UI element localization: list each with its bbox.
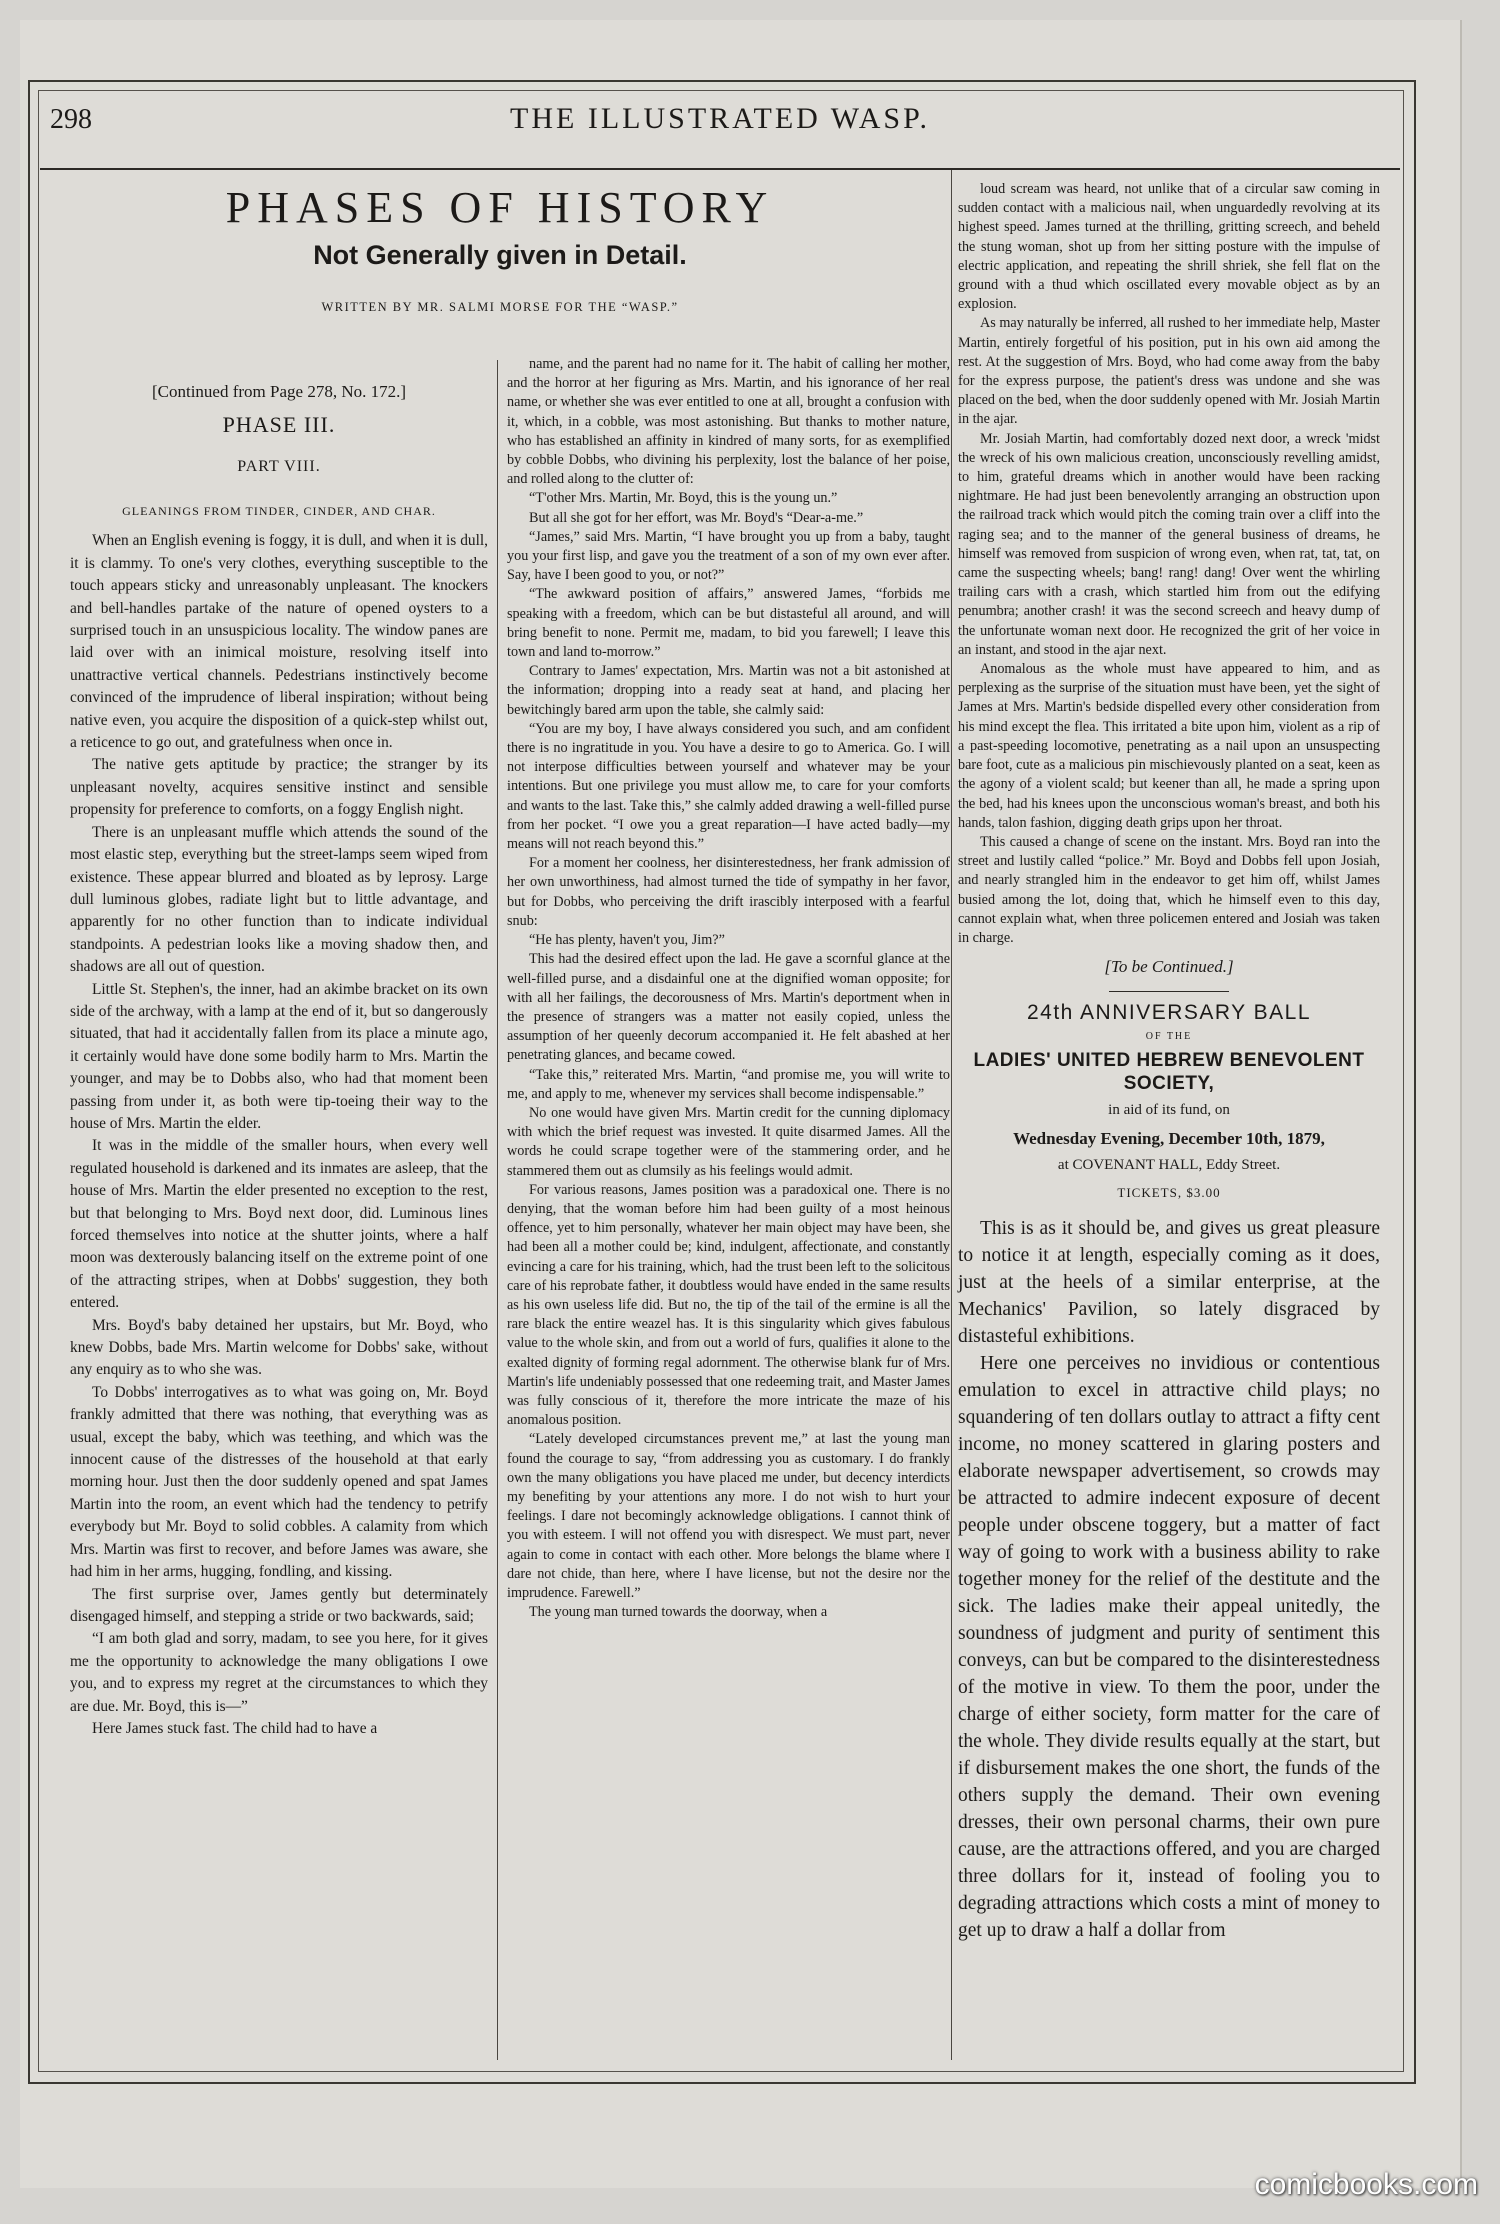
paragraph: name, and the parent had no name for it. The habit of calling her mother, and the horror at her figuring as Mrs. Martin, and his ignorance of her real name, or whether she was ever entitled to one at all, brought a confusion with it, which, in a cobble, was most astonishing. But thanks to mother nature, who has established an affinity in kindred of many sorts, for as exemplified by cobble Dobbs, who divining his perplexity, lost the balance of her poise, and rolled along to the clutter of: bbox=[507, 356, 950, 488]
paper-title: THE ILLUSTRATED WASP. bbox=[510, 102, 930, 135]
paragraph: It was in the middle of the smaller hours, when every well regulated household is darkened and its inmates are asleep, that the house of Mrs. Martin the elder presented no exception to the rest, but that belonging to Mrs. Boyd next door, did. Luminous lines forced themselves into notice at the shutter joints, where a half moon was dexterously balancing itself on the extreme point of one of the attracting stripes, when at Dobbs' suggestion, they both entered. bbox=[70, 1137, 488, 1312]
article-title: PHASES OF HISTORY bbox=[225, 183, 775, 232]
paragraph: This had the desired effect upon the lad. He gave a scornful glance at the well-filled purse, and a disdainful one at the dignified woman opposite; for with all her failings, the decorousness of Mrs. Martin's deportment when in the presence of strangers was a matter not easily copied, unless the assumption of her queenly decorum accompanied it. He felt abashed at her penetrating glances, and became cowed. bbox=[507, 951, 950, 1064]
part-heading: PART VIII. bbox=[237, 458, 321, 475]
paragraph: The first surprise over, James gently but determinately disengaged himself, and stepping a stride or two backwards, said; bbox=[70, 1585, 488, 1625]
paragraph: There is an unpleasant muffle which attends the sound of the most elastic step, everything but the street-lamps seem wiped from existence. These appear blurred and bloated as by leprosy. Large dull luminous globes, radiate light but to little advantage, and apparently for no other function than to indicate individual standpoints. A pedestrian looks like a moving shadow then, and shadows are all out of question. bbox=[70, 823, 488, 976]
paragraph: Mr. Josiah Martin, had comfortably dozed next door, a wreck 'midst the wreck of his own malicious creation, unconsciously revelling amidst, to him, grateful dreams which in another would have been racking nightmare. He had just been benevolently arranging an obstruction upon the railroad track which would pitch the coming train over a cliff into the raging sea; and to the manner of the general business of dreams, he himself was removed from suspicion of wrong even, when rat, tat, tat, on came the suspecting wheels; bang! rang! dang! Over went the whirling trailing cars with a crash, which startled him from out the edifying penumbra; another crash! it was the second screech and heavy dump of the unfortunate woman next door. He recognized the grit of her voice in an instant, and stood in the ajar next. bbox=[958, 430, 1380, 658]
paragraph: No one would have given Mrs. Martin credit for the cunning diplomacy with which the brief request was invested. It quite disarmed James. All the words he could scrape together were of the stammering order, and he stammered them out as clumsily as his feelings would admit. bbox=[507, 1104, 950, 1179]
paragraph: As may naturally be inferred, all rushed to her immediate help, Master Martin, entirely forgetful of his position, put in his own aid among the rest. At the suggestion of Mrs. Boyd, who had come away from the baby for the express purpose, the patient's dress was undone and she was placed on the bed, when the door suddenly opened with Mr. Josiah Martin in the ajar. bbox=[958, 315, 1380, 428]
paragraph: “Take this,” reiterated Mrs. Martin, “and promise me, you will write to me, and apply to me, whenever my services shall become indispensable.” bbox=[507, 1066, 950, 1102]
continued-note: [Continued from Page 278, No. 172.] bbox=[151, 382, 407, 401]
paragraph: The native gets aptitude by practice; the stranger by its unpleasant novelty, acquires sensitive instinct and sensible propensity for preference to comforts, on a foggy English night. bbox=[70, 756, 488, 819]
column-3 bbox=[958, 180, 1380, 1944]
page-number: 298 bbox=[50, 104, 92, 135]
paragraph: Here one perceives no invidious or contentious emulation to excel in attractive child plays; no squandering of ten dollars outlay to attract a fifty cent income, no money scattered in glaring posters and elaborate newspaper advertisement, so crowds may be attracted to admire indecent exposure of decent people under obscene toggery, but a matter of fact way of going to work with a business ability to rake together money for the relief of the destitute and the sick. The ladies make their appeal unitedly, the soundness of judgment and purity of sentiment this conveys, can but be compared to the disinterestedness of the motive in view. To them the poor, under the charge of either society, form matter for the care of the whole. They divide results equally at the start, but if disbursement makes the one short, the funds of the others supply the demand. Their own evening dresses, their own personal charms, their own pure cause, are the attractions offered, and you are charged three dollars for it, instead of fooling you to degrading attractions which costs a mint of money to get up to draw a half a dollar from bbox=[958, 1352, 1380, 1941]
paragraph: But all she got for her effort, was Mr. Boyd's “Dear-a-me.” bbox=[529, 509, 864, 526]
paragraph: Little St. Stephen's, the inner, had an akimbe bracket on its own side of the archway, with a lamp at the end of it, but so dangerously situated, that had it accidentally fallen from its place a minute ago, it certainly would have done some bodily harm to Mrs. Martin the younger, and may be to Dobbs also, who had that moment been passing from under it, as both were tip-toeing their way to the house of Mrs. Martin the elder. bbox=[70, 980, 488, 1132]
paragraph: Anomalous as the whole must have appeared to him, and as perplexing as the surprise of the situation must have been, yet the sight of James at Mrs. Martin's bedside dispelled every other consideration from his mind except the flea. This irritated a bite upon him, violent as a rip of a past-speeding locomotive, penetrating as a nail upon an unsuspecting bare foot, cute as a malicious pin mischievously planted on a seat, keen as the agony of a violent scald; but keener than all, he made a spring upon the bed, had his knees upon the unconscious woman's breast, and both his hands, talon fashion, digging death grips upon her throat. bbox=[958, 661, 1380, 831]
notice-society: LADIES' UNITED HEBREW BENEVOLENT SOCIETY, bbox=[973, 1050, 1365, 1094]
notice-venue: at COVENANT HALL, Eddy Street. bbox=[1057, 1156, 1281, 1173]
header-rule bbox=[40, 168, 1400, 170]
paragraph: “The awkward position of affairs,” answered James, “forbids me speaking with a freedom, which can be but distasteful all around, and will bring benefit to none. Permit me, madam, to bid you farewell; I leave this town and land to-morrow.” bbox=[507, 586, 950, 661]
paragraph: To Dobbs' interrogatives as to what was going on, Mr. Boyd frankly admitted that there was nothing, that everything was as usual, except the baby, which was teething, and which was the innocent cause of the distresses of the household at that early morning hour. Just then the door suddenly opened and spat James Martin into the room, an event which had the tendency to petrify everybody but Mr. Boyd to solid cobbles. A calamity from which Mrs. Martin was first to recover, and before James was aware, she had him in her arms, hugging, fondling, and kissing. bbox=[70, 1383, 488, 1581]
column-1 bbox=[70, 500, 488, 1740]
paragraph: When an English evening is foggy, it is dull, and when it is dull, it is clammy. To one's very clothes, everything susceptible to the touch appears sticky and unreasonably unpleasant. The knockers and bell-handles partake of the nature of opened oysters to a surprised touch in an unsuspicious locality. The window panes are laid over with an inimical moisture, resolving itself into unattractive vertical channels. Pedestrians instinctively become convinced of the imprudence of liberal inspiration; without being native even, you acquire the disposition of a quick-step whilst out, a reticence to go out, and gratefulness when once in. bbox=[70, 532, 488, 752]
paragraph: This is as it should be, and gives us great pleasure to notice it at length, especially coming as it does, just at the heels of a similar enterprise, at the Mechanics' Pavilion, so lately disgraced by distasteful exhibitions. bbox=[958, 1217, 1380, 1347]
paragraph: Here James stuck fast. The child had to have a bbox=[92, 1719, 378, 1737]
paragraph: “James,” said Mrs. Martin, “I have brought you up from a baby, taught you your first lisp, and gave you the treatment of a son of my own ever after. Say, have I been good to you, or not?” bbox=[507, 528, 950, 584]
to-be-continued: [To be Continued.] bbox=[1104, 957, 1234, 977]
paragraph: “T'other Mrs. Martin, Mr. Boyd, this is the young un.” bbox=[529, 490, 838, 507]
paragraph: For various reasons, James position was a paradoxical one. There is no denying, that the woman before him had been guilty of a most heinous offence, yet to him personally, whatever her main object may have been, she had been all a mother could be; kind, indulgent, affectionate, and constantly evincing a care for his training, which, had the trust been left to the solicitous care of his reprobate father, it doubtless would have ended in the same results as his own useless life did. But no, the tip of the tail of the ermine is all the rare black the entire weazel has. It is this singularity which gives fabulous value to the whole skin, and from out a world of furs, qualifies it alone to the exalted dignity of forming regal adornment. The otherwise blank fur of Mrs. Martin's life undeniably possessed that one redeeming trait, and Master James was fully conscious of it, therefore the more intricate the maze of his anomalous position. bbox=[507, 1181, 950, 1429]
paragraph: “Lately developed circumstances prevent me,” at last the young man found the courage to say, “from addressing you as customary. I do frankly own the many obligations you have placed me under, but decency interdicts my benefiting by your attentions any more. I do not wish to hurt your feelings. I dare not becomingly acknowledge obligations. I cannot think of you with esteem. I will not offend you with disrespect. We must part, never again to come in contact with each other. More belongs the blame where I dare not chide, than here, where I have license, but not the desire nor the imprudence. Farewell.” bbox=[507, 1431, 950, 1601]
notice-tickets: TICKETS, $3.00 bbox=[1117, 1185, 1221, 1201]
paragraph: Mrs. Boyd's baby detained her upstairs, but Mr. Boyd, who knew Dobbs, bade Mrs. Martin welcome for Dobbs' sake, without any enquiry as to who she was. bbox=[70, 1316, 488, 1379]
divider-rule bbox=[1109, 991, 1229, 992]
paragraph: “You are my boy, I have always considered you such, and am confident there is no ingratitude in you. You have a desire to go to America. Go. I will not interpose difficulties between yourself and whatever may be your intentions. But one privilege you must allow me, to care for your comforts and wants to the last. Take this,” she calmly added drawing a well-filled purse from her pocket. “I owe you a great reparation—I have acted badly—my means will not reach beyond this.” bbox=[507, 720, 950, 853]
notice-title: 24th ANNIVERSARY BALL bbox=[1026, 1000, 1312, 1024]
phase-heading: PHASE III. bbox=[222, 412, 336, 437]
paragraph: “I am both glad and sorry, madam, to see you here, for it gives me the opportunity to acknowledge the many obligations I owe you, and to express my regret at the circumstances to which they are due. Mr. Boyd, this is—” bbox=[70, 1630, 488, 1715]
byline: WRITTEN BY MR. SALMI MORSE FOR THE “WASP.” bbox=[321, 300, 679, 314]
notice-aid: in aid of its fund, on bbox=[1108, 1102, 1230, 1119]
column-rule bbox=[497, 360, 498, 2060]
paragraph: For a moment her coolness, her disinterestedness, her frank admission of her own unworthiness, had almost turned the tide of sympathy in her favor, but for Dobbs, who perceiving the drift irascibly interposed with a fearful snub: bbox=[507, 855, 950, 929]
article-subtitle: Not Generally given in Detail. bbox=[313, 240, 687, 270]
running-head bbox=[30, 98, 1410, 150]
notice-of-the: OF THE bbox=[1145, 1030, 1193, 1042]
watermark: comicbooks.com bbox=[1254, 2168, 1478, 2201]
paragraph: The young man turned towards the doorway, when a bbox=[529, 1604, 828, 1621]
paragraph: “He has plenty, haven't you, Jim?” bbox=[529, 932, 725, 949]
paragraph: This caused a change of scene on the instant. Mrs. Boyd ran into the street and lustily called “police.” Mr. Boyd and Dobbs fell upon Josiah, and nearly strangled him in the endeavor to get him off, whilst James busied among the lot, doing that, which he himself even to this day, cannot explain what, when three policemen entered and Josiah was taken in charge. bbox=[958, 833, 1380, 946]
section-heading: GLEANINGS FROM TINDER, CINDER, AND CHAR. bbox=[122, 504, 436, 518]
notice-date: Wednesday Evening, December 10th, 1879, bbox=[1013, 1128, 1325, 1148]
column-rule bbox=[951, 170, 952, 2060]
paragraph: Contrary to James' expectation, Mrs. Martin was not a bit astonished at the information; dropping into a ready seat at hand, and placing her bewitchingly bared arm upon the table, she calmly said: bbox=[507, 663, 950, 718]
column-2 bbox=[507, 355, 950, 1622]
paragraph: loud scream was heard, not unlike that of a circular saw coming in sudden contact with a malicious nail, when unguardedly revolving at its highest speed. James turned at the thrilling, gritting screech, and beheld the stung woman, shot up from her sitting posture with the impulse of electric application, and repeating the shrill shriek, she fell flat on the ground with a thud which oscillated every movable object as by an explosion. bbox=[958, 181, 1380, 313]
